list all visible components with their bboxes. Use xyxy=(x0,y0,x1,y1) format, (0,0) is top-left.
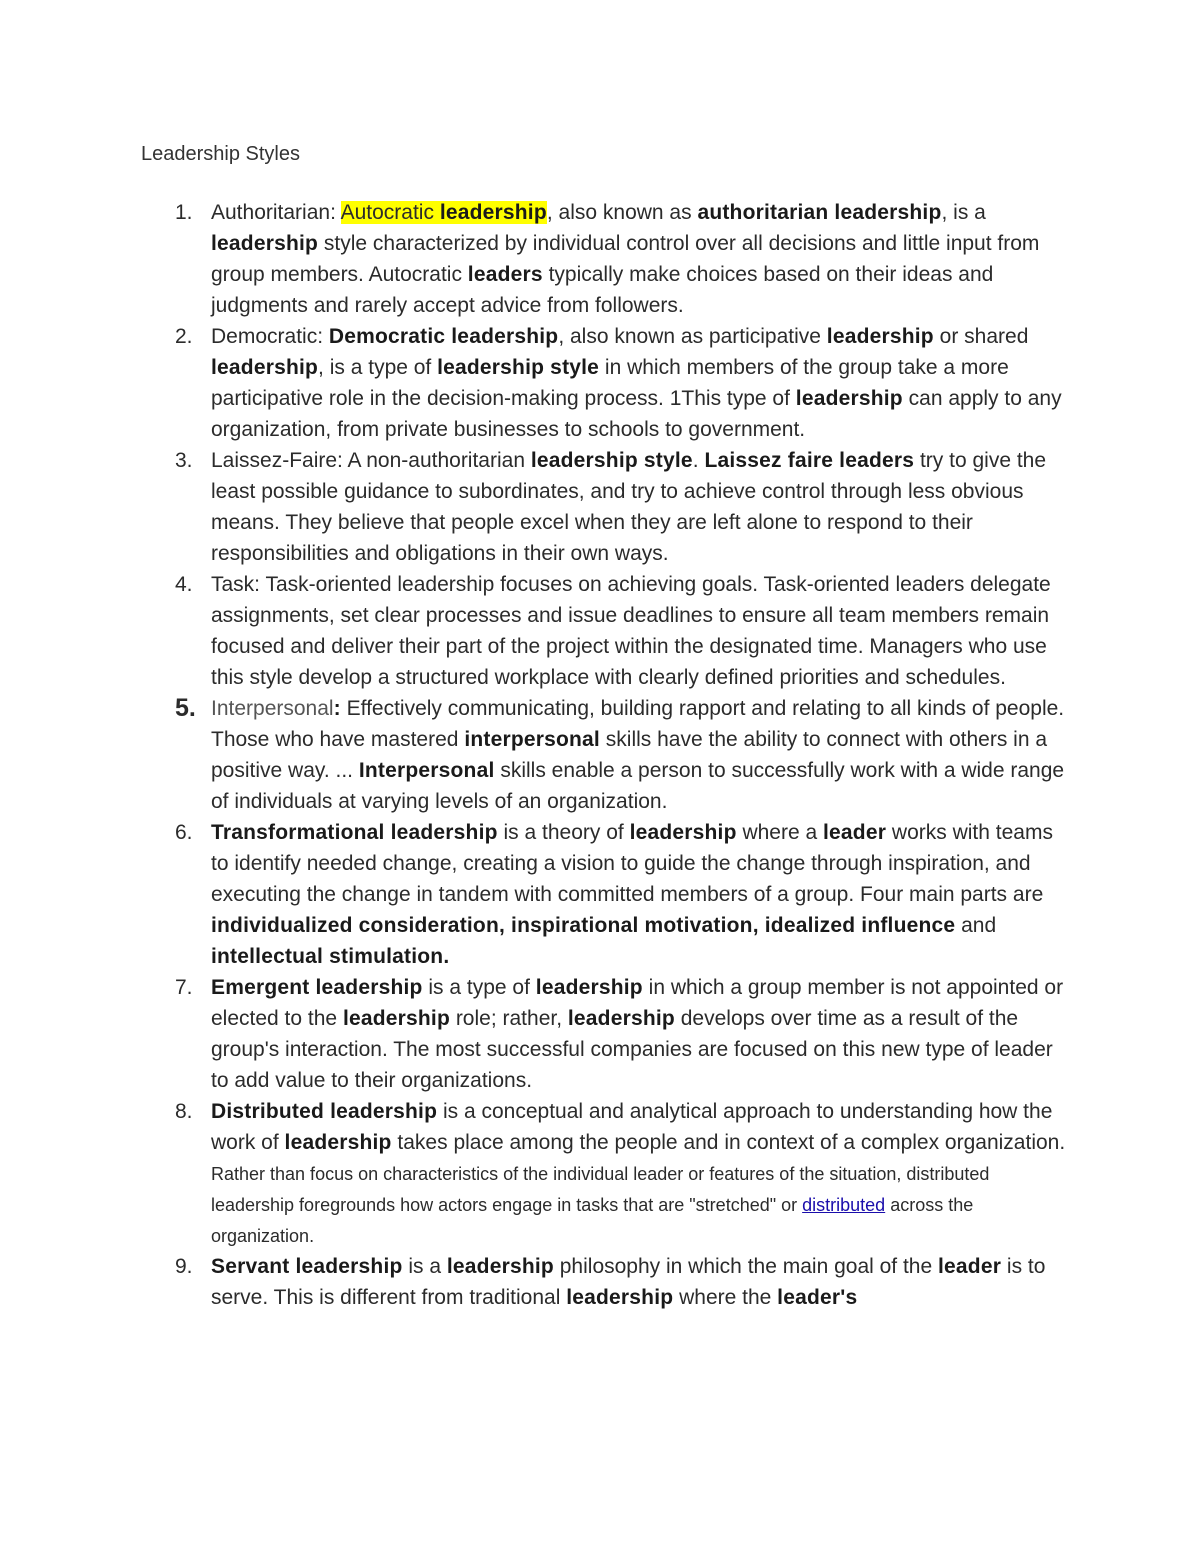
bold-text: leader xyxy=(938,1255,1002,1278)
bold-text: leadership xyxy=(535,976,643,999)
list-item xyxy=(0,197,1071,321)
text: in which a group member is not appointed or elected to the xyxy=(211,976,1064,1030)
bold-text: leaders xyxy=(467,263,543,286)
bold-text: Interpersonal xyxy=(358,759,495,782)
bold-text: leader xyxy=(823,821,887,844)
bold-text: leadership xyxy=(795,387,903,410)
bold-text: : xyxy=(333,697,341,720)
text: where the xyxy=(673,1286,778,1309)
list-number: 9. xyxy=(175,1255,193,1278)
text: Laissez-Faire: A non-authoritarian xyxy=(211,449,531,472)
bold-text: intellectual stimulation. xyxy=(211,945,450,968)
bold-text: individualized consideration, inspirational motivation, idealized influence xyxy=(211,914,956,937)
text: Autocratic xyxy=(340,201,440,224)
bold-text: leadership xyxy=(342,1007,450,1030)
text: style characterized by individual control over all decisions and little input from group members. Autocratic xyxy=(211,232,1040,286)
list-item xyxy=(0,321,1071,445)
text: , also known as xyxy=(546,201,698,224)
text: takes place among the people and in context of a complex organization. xyxy=(391,1131,1066,1154)
text: skills enable a person to successfully work with a wide range of individuals at varying levels of an organization. xyxy=(211,759,1065,813)
text: Authoritarian: xyxy=(211,201,341,224)
bold-text: leadership xyxy=(211,232,319,255)
bold-text: leadership xyxy=(439,201,547,224)
text: across the organization. xyxy=(211,1195,974,1246)
text: is a type of xyxy=(422,976,536,999)
text: and xyxy=(955,914,997,937)
text: is a theory of xyxy=(497,821,630,844)
bold-text: leadership xyxy=(211,356,319,379)
list-number: 8. xyxy=(175,1100,193,1123)
text: Democratic: xyxy=(211,325,329,348)
highlighted-text xyxy=(341,201,547,224)
bold-text: leadership xyxy=(629,821,737,844)
list-item xyxy=(0,569,1071,693)
text: skills have the ability to connect with others in a positive way. ... xyxy=(211,728,1048,782)
list-number: 4. xyxy=(175,573,193,596)
text: role; rather, xyxy=(449,1007,568,1030)
text: in which members of the group take a more participative role in the decision-making process. 1This type of xyxy=(211,356,1009,410)
bold-text: leader's xyxy=(777,1286,858,1309)
bold-text: leadership style xyxy=(530,449,693,472)
list-item xyxy=(0,817,1071,972)
text: Interpersonal xyxy=(211,697,334,720)
text: , also known as participative xyxy=(558,325,827,348)
text: can apply to any organization, from private businesses to schools to government. xyxy=(211,387,1062,441)
text: Effectively communicating, building rapport and relating to all kinds of people. Those who have mastered xyxy=(211,697,1065,751)
bold-text: leadership xyxy=(566,1286,674,1309)
bold-text: leadership xyxy=(284,1131,392,1154)
text: or shared xyxy=(933,325,1029,348)
leadership-styles-list xyxy=(0,197,1200,1313)
list-item xyxy=(0,445,1071,569)
document-title: Leadership Styles xyxy=(141,143,300,165)
list-item xyxy=(0,972,1071,1096)
text: is to serve. This is different from traditional xyxy=(211,1255,1046,1309)
bold-text: Democratic leadership xyxy=(328,325,559,348)
text: . xyxy=(692,449,705,472)
list-number: 1. xyxy=(175,201,193,224)
text: develops over time as a result of the group's interaction. The most successful companies are focused on this new type of leader to add value to their organizations. xyxy=(211,1007,1053,1092)
list-item xyxy=(0,1251,1071,1313)
distributed-link[interactable]: distributed xyxy=(802,1195,886,1215)
text: where a xyxy=(736,821,823,844)
text: is a xyxy=(402,1255,447,1278)
text: Task: Task-oriented leadership focuses on achieving goals. Task-oriented leaders delegate assignments, set clear processes and issue deadlines to ensure all team members remain focused and deliver their part of the project within the designated time. Managers who use this style develop a structured workplace with clearly defined priorities and schedules. xyxy=(211,573,1051,689)
bold-text: Emergent leadership xyxy=(211,976,423,999)
list-item xyxy=(0,1096,1071,1251)
bold-text: leadership xyxy=(446,1255,554,1278)
list-number: 7. xyxy=(175,976,193,999)
text: is a conceptual and analytical approach to understanding how the work of xyxy=(211,1100,1053,1154)
text: works with teams to identify needed change, creating a vision to guide the change through inspiration, and executing the change in tandem with committed members of a group. Four main parts are xyxy=(211,821,1053,906)
text: typically make choices based on their ideas and judgments and rarely accept advice from followers. xyxy=(211,263,994,317)
text: , is a type of xyxy=(318,356,438,379)
text: philosophy in which the main goal of the xyxy=(553,1255,938,1278)
list-number: 2. xyxy=(175,325,193,348)
bold-text: interpersonal xyxy=(464,728,600,751)
text: Rather than focus on characteristics of the individual leader or features of the situation, distributed leadership foregrounds how actors engage in tasks that are "stretched" or xyxy=(211,1164,990,1215)
bold-text: Transformational leadership xyxy=(211,821,498,844)
list-number: 6. xyxy=(175,821,193,844)
list-number: 5. xyxy=(175,694,196,722)
bold-text: leadership xyxy=(826,325,934,348)
bold-text: leadership xyxy=(567,1007,675,1030)
list-item xyxy=(0,693,1071,817)
bold-text: Laissez faire leaders xyxy=(704,449,915,472)
bold-text: authoritarian leadership xyxy=(697,201,942,224)
text: , is a xyxy=(941,201,986,224)
bold-text: leadership style xyxy=(437,356,600,379)
bold-text: Servant leadership xyxy=(211,1255,403,1278)
bold-text: Distributed leadership xyxy=(211,1100,438,1123)
list-number: 3. xyxy=(175,449,193,472)
text: try to give the least possible guidance to subordinates, and try to achieve control through less obvious means. They believe that people excel when they are left alone to respond to their responsibilities and obligations in their own ways. xyxy=(211,449,1047,565)
